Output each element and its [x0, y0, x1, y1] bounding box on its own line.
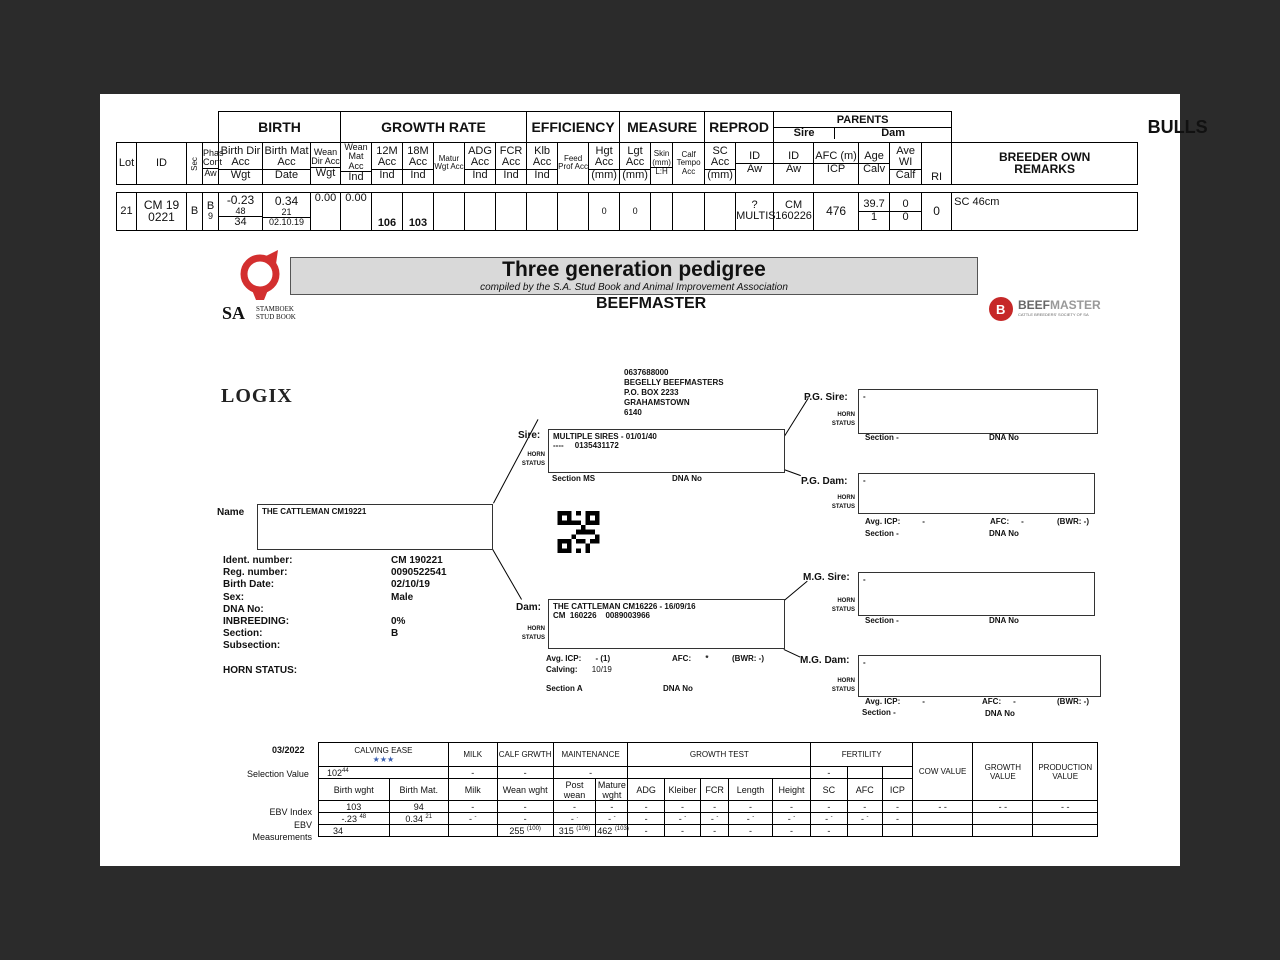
pedigree-title: Three generation pedigree — [502, 258, 766, 281]
header-parents: PARENTS — [774, 115, 951, 128]
sire-box — [548, 429, 785, 473]
ebv-index-row: 103 94 - - - - - - - - - - - - - - - - - - — [319, 801, 1098, 813]
dam-dna: DNA No — [663, 684, 693, 693]
pg-dam-label: P.G. Dam: — [801, 476, 848, 487]
pedigree-subtitle: compiled by the S.A. Stud Book and Animal Improvement Association — [480, 282, 788, 293]
mg-dam-box: - — [858, 655, 1101, 697]
pg-sire-section: Section - — [865, 433, 899, 442]
svg-text:B: B — [996, 302, 1006, 317]
grp-calving-ease: CALVING EASE ★★★ — [319, 743, 449, 767]
pg-dam-horn: HORN STATUS — [831, 495, 855, 510]
beefmaster-wordmark: BEEFMASTER — [1018, 298, 1101, 312]
grp-growth-value: GROWTH VALUE — [973, 743, 1033, 801]
col-matur: Matur Wgt Acc — [434, 143, 465, 185]
col-sec: Sec — [187, 143, 203, 185]
row-ri: 0 — [922, 192, 952, 230]
mg-sire-horn: HORN STATUS — [831, 598, 855, 613]
dam-section: Section A — [546, 684, 583, 693]
mg-dam-section: Section - — [862, 708, 896, 717]
row-wean-mat: 0.00 — [341, 192, 372, 230]
header-reprod: REPROD — [705, 112, 774, 143]
col-18m: 18M Acc Ind — [403, 143, 434, 185]
col-lot: Lot — [117, 143, 137, 185]
row-sire-id: ? MULTIS — [736, 192, 774, 230]
col-sc: SC Acc (mm) — [705, 143, 736, 185]
breeder-address: 0637688000 BEGELLY BEEFMASTERS P.O. BOX 2233 GRAHAMSTOWN 6140 — [624, 368, 724, 417]
grp-growth-test: GROWTH TEST — [628, 743, 811, 767]
grp-production-value: PRODUCTION VALUE — [1033, 743, 1098, 801]
dam-avg-icp: Avg. ICP: - (1) — [546, 654, 611, 663]
dam-calving: Calving: 10/19 — [546, 665, 612, 674]
beefmaster-society: CATTLE BREEDERS' SOCIETY OF SA — [1018, 312, 1089, 317]
col-lgt: Lgt Acc (mm) — [620, 143, 651, 185]
col-birth-dir: Birth Dir Acc Wgt — [219, 143, 263, 185]
selection-value-label: Selection Value — [247, 769, 309, 779]
breed-name: BEEFMASTER — [596, 295, 707, 312]
pg-dam-afc: AFC: - — [990, 517, 1024, 526]
line-mg-sire — [784, 581, 808, 601]
header-sire: Sire — [774, 128, 835, 140]
line-pg-dam — [784, 469, 801, 476]
row-wean-dir: 0.00 — [311, 192, 341, 230]
animal-name: THE CATTLEMAN CM19221 — [262, 507, 367, 516]
mg-dam-horn: HORN STATUS — [831, 678, 855, 693]
sire-horn-status: HORN STATUS — [521, 452, 545, 467]
col-remarks: BREEDER OWN REMARKS — [952, 143, 1138, 185]
mg-sire-dna: DNA No — [989, 616, 1019, 625]
header-birth: BIRTH — [219, 112, 341, 143]
beefmaster-logo-icon — [988, 296, 1014, 322]
mg-dam-icp: Avg. ICP: - — [865, 697, 925, 706]
catalogue-sheet — [100, 94, 1208, 866]
row-sec: B — [187, 192, 203, 230]
logix-logo: LOGIX — [221, 385, 293, 407]
animal-horn-label: HORN STATUS: — [223, 665, 298, 676]
ebv-table: CALVING EASE ★★★ MILK CALF GRWTH MAINTENANCE GROWTH TEST FERTILITY COW VALUE GROWTH VALUE PRODUCTION VALUE $102^{44}$ - - - - Birth wght Birth Mat. Milk Wean wght Post wean Mature wght ADG Kleiber FCR Length Height SC AFC ICP 103 94 - - - - - - - - - - - - - - - - - - -.23 $^{48}$ 0.34 $^{21}$ - - - - . - - - - - - - - - - - - - - - - 34 255 $^{(100)}$ 315 $^{(106)}$ 462 $^{(103)}$ - - - - - - — [318, 742, 1098, 837]
animal-detail-labels: Ident. number: Reg. number: Birth Date: Sex: DNA No: INBREEDING: Section: Subsection: — [223, 555, 293, 652]
col-fcr: FCR Acc Ind — [496, 143, 527, 185]
ebv-value-row: -.23 $^{48}$ 0.34 $^{21}$ - - - - . - - - - - - - - - - - - - - - - — [319, 813, 1098, 825]
col-skin: Skin (mm) L:H — [651, 143, 673, 185]
grp-maintenance: MAINTENANCE — [553, 743, 628, 767]
col-afc: AFC (m) ICP — [814, 143, 859, 185]
catalogue-table — [116, 111, 1208, 231]
header-bulls: BULLS — [1147, 116, 1208, 137]
row-lot: 21 — [117, 192, 137, 230]
ebv-row-labels: EBV Index EBV Measurements — [252, 807, 312, 842]
row-afc: 476 — [814, 192, 859, 230]
col-calf-tempo: Calf Tempo Acc — [673, 143, 705, 185]
ebv-col-headers: Birth wght Birth Mat. Milk Wean wght Post wean Mature wght ADG Kleiber FCR Length Height SC AFC ICP — [319, 779, 1098, 801]
mg-dam-bwr: (BWR: -) — [1057, 697, 1089, 706]
dam-bwr: (BWR: -) — [732, 654, 764, 663]
col-phas: Phas Cont Aw — [203, 143, 219, 185]
row-dam-id: CM 160226 — [774, 192, 814, 230]
col-wean-mat: Wean Mat Acc Ind — [341, 143, 372, 185]
mg-sire-label: M.G. Sire: — [803, 572, 850, 583]
mg-sire-section: Section - — [865, 616, 899, 625]
sire-ident: ---- 0135431172 — [553, 441, 619, 450]
row-avewi: 0 0 — [890, 192, 922, 230]
header-dam: Dam — [881, 126, 906, 139]
pedigree-title-banner — [290, 257, 978, 295]
animal-name-label: Name — [217, 507, 245, 518]
col-age: Age Calv — [859, 143, 890, 185]
pg-dam-box: - — [858, 473, 1095, 514]
catalogue-row — [117, 192, 1162, 230]
mg-dam-dna: DNA No — [985, 709, 1015, 718]
pg-dam-bwr: (BWR: -) — [1057, 517, 1089, 526]
grp-cow-value: COW VALUE — [913, 743, 973, 801]
col-adg: ADG Acc Ind — [465, 143, 496, 185]
mg-dam-label: M.G. Dam: — [800, 655, 850, 666]
col-ri: RI — [922, 143, 952, 185]
col-wean-dir: Wean Dir Acc Wgt — [311, 143, 341, 185]
sire-dna: DNA No — [672, 474, 702, 483]
header-efficiency: EFFICIENCY — [527, 112, 620, 143]
row-hgt: 0 — [589, 192, 620, 230]
animal-name-box — [257, 504, 493, 550]
line-pg-sire — [784, 398, 809, 437]
pg-dam-section: Section - — [865, 529, 899, 538]
dam-box — [548, 599, 785, 649]
col-feed: Feed Prof Acc — [558, 143, 589, 185]
sire-name: MULTIPLE SIRES - 01/01/40 — [553, 432, 657, 441]
pg-sire-label: P.G. Sire: — [804, 392, 848, 403]
mg-dam-afc: AFC: - — [982, 697, 1016, 706]
sire-label: Sire: — [518, 430, 541, 441]
col-sire-id: ID Aw — [736, 143, 774, 185]
logo-stud-book: STAMBOEK STUD BOOK — [256, 305, 296, 321]
dam-name: THE CATTLEMAN CM16226 - 16/09/16 — [553, 602, 696, 611]
grp-milk: MILK — [448, 743, 497, 767]
row-birth-mat: 0.34 21 02.10.19 — [263, 192, 311, 230]
dam-horn-status: HORN STATUS — [521, 626, 545, 641]
col-birth-mat: Birth Mat Acc Date — [263, 143, 311, 185]
ebv-date: 03/2022 — [272, 745, 305, 755]
animal-detail-values: CM 190221 0090522541 02/10/19 Male 0% B — [391, 555, 447, 640]
header-growth-rate: GROWTH RATE — [341, 112, 527, 143]
col-12m: 12M Acc Ind — [372, 143, 403, 185]
line-mg-dam — [784, 649, 801, 658]
dam-ident: CM 160226 0089003966 — [553, 611, 650, 620]
ebv-measurements-row: 34 255 $^{(100)}$ 315 $^{(106)}$ 462 $^{(103)}$ - - - - - - — [319, 825, 1098, 837]
line-to-dam — [492, 549, 522, 600]
col-id: ID — [137, 143, 187, 185]
grp-calf-growth: CALF GRWTH — [497, 743, 553, 767]
row-18m: 103 — [403, 192, 434, 230]
row-12m: 106 — [372, 192, 403, 230]
sire-section: Section MS — [552, 474, 596, 483]
pg-sire-horn: HORN STATUS — [831, 412, 855, 427]
row-phas: B 9 — [203, 192, 219, 230]
header-measure: MEASURE — [620, 112, 705, 143]
col-hgt: Hgt Acc (mm) — [589, 143, 620, 185]
logo-sa: SA — [222, 303, 246, 323]
pg-sire-dna: DNA No — [989, 433, 1019, 442]
pg-dam-dna: DNA No — [989, 529, 1019, 538]
row-remarks: SC 46cm — [952, 192, 1138, 230]
row-id: CM 19 0221 — [137, 192, 187, 230]
row-birth-dir: -0.23 48 34 — [219, 192, 263, 230]
row-lgt: 0 — [620, 192, 651, 230]
selection-value: $102^{44}$ — [319, 767, 449, 779]
grp-fertility: FERTILITY — [811, 743, 913, 767]
mg-sire-box: - — [858, 572, 1095, 616]
dam-afc: AFC: * — [672, 654, 709, 663]
dam-label: Dam: — [516, 602, 542, 613]
col-avewi: Ave WI Calf — [890, 143, 922, 185]
col-dam-id: ID Aw — [774, 143, 814, 185]
row-age: 39.7 1 — [859, 192, 890, 230]
qr-code-icon — [556, 511, 601, 553]
col-klb: Klb Acc Ind — [527, 143, 558, 185]
sa-stud-book-logo-icon — [232, 252, 292, 306]
pg-sire-box: - — [858, 389, 1098, 434]
pg-dam-icp: Avg. ICP: - — [865, 517, 925, 526]
